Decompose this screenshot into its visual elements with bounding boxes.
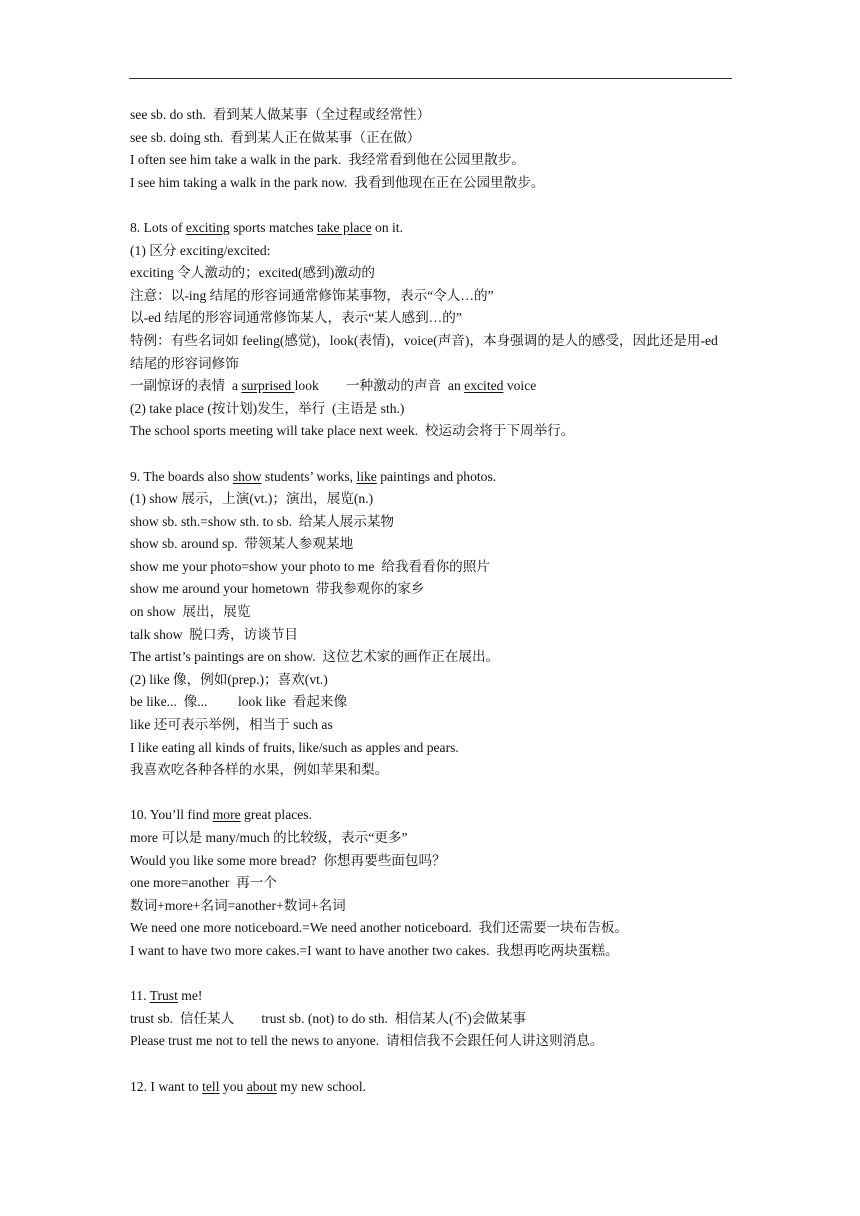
heading-text: my new school. <box>276 1078 366 1094</box>
text-line: be like... 像... look like 看起来像 <box>130 694 348 710</box>
text-line: I like eating all kinds of fruits, like/such as apples and pears. <box>130 739 459 755</box>
text-line: see sb. do sth. 看到某人做某事（全过程或经常性） <box>130 107 431 122</box>
underlined-term: tell <box>202 1078 220 1094</box>
text-line: more 可以是 many/much 的比较级，表示“更多” <box>130 830 408 845</box>
text-line: see sb. doing sth. 看到某人正在做某事（正在做） <box>130 129 421 145</box>
blank-line <box>130 443 732 466</box>
heading-text: on it. <box>371 219 403 235</box>
text-paragraph: 特例：有些名词如 feeling(感觉)，look(表情)，voice(声音)，本身强调的是人的感受，因此还是用-ed 结尾的形容词修饰 <box>130 332 718 371</box>
underlined-term: show <box>232 468 262 484</box>
underlined-term: surprised <box>241 378 295 394</box>
text-line: 注意：以-ing 结尾的形容词通常修饰某事物，表示“令人…的” <box>130 287 494 303</box>
example-line <box>130 375 732 398</box>
blank-line <box>130 963 732 986</box>
underlined-term: excited <box>464 378 504 394</box>
heading-text: you <box>219 1078 247 1094</box>
section-8-heading <box>130 217 732 240</box>
underlined-term: Trust <box>149 988 178 1004</box>
text-line: I see him taking a walk in the park now. 我看到他现在正在公园里散步。 <box>130 174 545 190</box>
heading-text: great places. <box>240 807 312 823</box>
section-12-heading <box>130 1076 732 1099</box>
blank-line <box>130 194 732 217</box>
heading-text: 10. You’ll find <box>130 807 213 823</box>
text-line: on show 展出，展览 <box>130 604 251 620</box>
example-text: look 一种激动的声音 an <box>294 378 465 394</box>
text-line: Please trust me not to tell the news to anyone. 请相信我不会跟任何人讲这则消息。 <box>130 1033 604 1049</box>
text-line: Would you like some more bread? 你想再要些面包吗？ <box>130 852 446 868</box>
underlined-term: more <box>212 807 241 823</box>
text-line: I often see him take a walk in the park. 我经常看到他在公园里散步。 <box>130 152 525 168</box>
heading-text: 12. I want to <box>130 1078 203 1094</box>
text-line: show me your photo=show your photo to me 给我看看你的照片 <box>130 558 490 574</box>
text-line: (2) like 像，例如(prep.)；喜欢(vt.) <box>130 671 328 687</box>
example-text: 一副惊讶的表情 a <box>130 378 242 394</box>
heading-text: students’ works, <box>261 468 357 484</box>
heading-text: sports matches <box>229 219 317 235</box>
text-line: The artist’s paintings are on show. 这位艺术家的画作正在展出。 <box>130 649 500 665</box>
text-line: (2) take place (按计划)发生，举行 (主语是 sth.) <box>130 400 405 416</box>
text-line: like 还可表示举例，相当于 such as <box>130 717 333 733</box>
blank-line <box>130 782 732 805</box>
text-line: 我喜欢吃各种各样的水果，例如苹果和梨。 <box>130 762 389 778</box>
section-10-heading <box>130 804 732 827</box>
text-line: one more=another 再一个 <box>130 875 277 891</box>
text-line: (1) show 展示，上演(vt.)；演出，展览(n.) <box>130 491 374 507</box>
text-line: (1) 区分 exciting/excited: <box>130 242 271 258</box>
text-line: The school sports meeting will take place next week. 校运动会将于下周举行。 <box>130 423 575 439</box>
header-rule <box>129 78 732 79</box>
underlined-term: exciting <box>185 219 230 235</box>
example-text: voice <box>503 378 537 394</box>
heading-text: me! <box>177 988 203 1004</box>
text-line: 数词+more+名词=another+数词+名词 <box>130 897 346 913</box>
text-line: trust sb. 信任某人 trust sb. (not) to do sth. 相信某人(不)会做某事 <box>130 1010 527 1026</box>
underlined-term: about <box>246 1078 277 1094</box>
text-line: exciting 令人激动的；excited(感到)激动的 <box>130 265 376 281</box>
heading-text: 8. Lots of <box>130 219 186 235</box>
text-line: show me around your hometown 带我参观你的家乡 <box>130 581 425 597</box>
text-line: 以-ed 结尾的形容词通常修饰某人，表示“某人感到…的” <box>130 310 462 326</box>
document-body <box>130 104 732 1098</box>
heading-text: 11. <box>130 988 150 1004</box>
text-line: show sb. around sp. 带领某人参观某地 <box>130 536 354 552</box>
heading-text: paintings and photos. <box>376 468 497 484</box>
heading-text: 9. The boards also <box>130 468 233 484</box>
text-line: talk show 脱口秀，访谈节目 <box>130 626 299 642</box>
blank-line <box>130 1053 732 1076</box>
text-line: show sb. sth.=show sth. to sb. 给某人展示某物 <box>130 513 395 529</box>
section-11-heading <box>130 985 732 1008</box>
underlined-term: take place <box>316 219 372 235</box>
text-line: I want to have two more cakes.=I want to have another two cakes. 我想再吃两块蛋糕。 <box>130 942 619 958</box>
section-9-heading <box>130 466 732 489</box>
text-line: We need one more noticeboard.=We need another noticeboard. 我们还需要一块布告板。 <box>130 920 629 936</box>
underlined-term: like <box>356 468 377 484</box>
